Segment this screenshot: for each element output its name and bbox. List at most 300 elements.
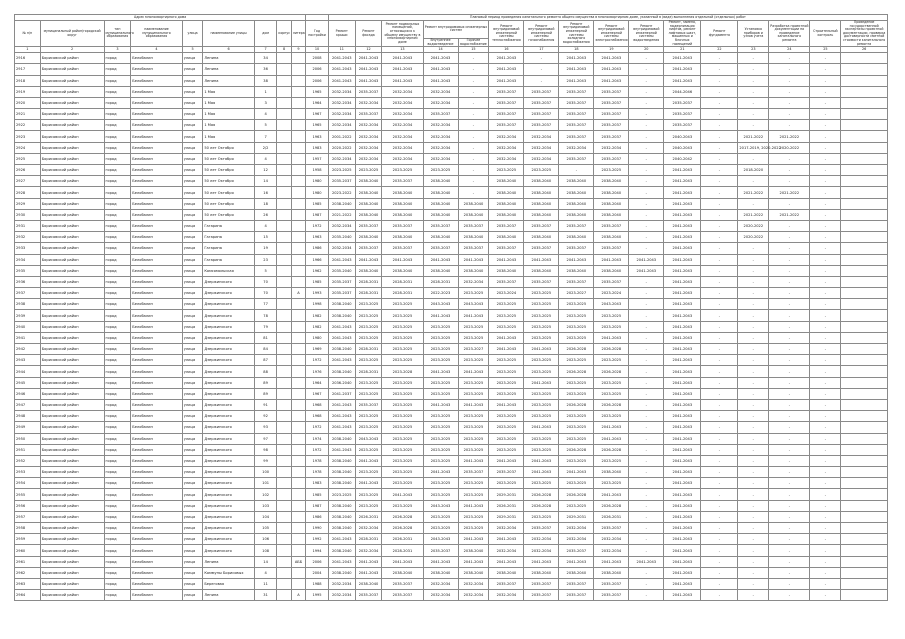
table-cell: 2032-2034 <box>524 534 559 545</box>
table-cell: 2023-2025 <box>489 433 524 444</box>
table-cell: 2041-2043 <box>664 288 701 299</box>
table-cell: 2032-2034 <box>355 131 382 142</box>
table-cell: Борисовский район <box>40 478 104 489</box>
table-cell: 2029-2031 <box>559 511 594 522</box>
table-cell: 2023-2024 <box>489 288 524 299</box>
table-cell: 2935 <box>15 265 41 276</box>
table-cell: 2041-2043 <box>382 75 423 86</box>
table-cell <box>277 75 291 86</box>
table-cell <box>291 467 305 478</box>
table-cell: 2035-2037 <box>423 545 458 556</box>
table-cell: 2946 <box>15 388 41 399</box>
table-cell: 2041-2043 <box>594 64 629 75</box>
table-cell: 2032-2034 <box>423 97 458 108</box>
table-cell: 2920 <box>15 97 41 108</box>
table-cell: - <box>738 120 769 131</box>
table-cell: 2023-2025 <box>423 165 458 176</box>
table-cell: - <box>458 176 489 187</box>
table-cell: 2035-2037 <box>559 578 594 589</box>
table-cell: - <box>769 265 810 276</box>
table-cell: 2041-2043 <box>423 399 458 410</box>
table-cell: 2032-2034 <box>524 545 559 556</box>
table-cell: 1983 <box>306 478 329 489</box>
table-cell: Борисовский район <box>40 523 104 534</box>
table-cell: - <box>810 433 841 444</box>
table-cell <box>291 198 305 209</box>
table-cell: 2023-2025 <box>524 399 559 410</box>
table-cell: 2041-2043 <box>664 209 701 220</box>
table-cell <box>277 455 291 466</box>
table-cell <box>291 53 305 64</box>
table-cell: - <box>701 299 738 310</box>
table-cell <box>277 567 291 578</box>
table-cell: - <box>458 109 489 120</box>
table-cell: 108 <box>254 545 277 556</box>
table-cell: город <box>104 142 131 153</box>
table-cell: 1 Мая <box>203 131 254 142</box>
table-cell: Дзержинского <box>203 511 254 522</box>
table-cell: Борисовский район <box>40 500 104 511</box>
table-cell: 2043-2043 <box>594 299 629 310</box>
table-cell: 2952 <box>15 455 41 466</box>
table-cell: - <box>810 176 841 187</box>
table-cell: Белобалин <box>131 590 182 601</box>
table-cell: 1957 <box>306 153 329 164</box>
table-cell: - <box>810 578 841 589</box>
table-cell <box>291 523 305 534</box>
table-row <box>15 153 888 164</box>
address-group-header: Адрес многоквартирного дома <box>15 15 306 21</box>
table-cell <box>277 64 291 75</box>
table-cell: - <box>810 254 841 265</box>
table-cell: 2038-2040 <box>559 265 594 276</box>
table-cell <box>291 377 305 388</box>
table-cell: улица <box>182 288 203 299</box>
table-cell: - <box>629 243 664 254</box>
table-cell: 2023-2025 <box>594 321 629 332</box>
table-cell: 1 Мая <box>203 97 254 108</box>
table-cell <box>841 433 888 444</box>
table-row <box>15 86 888 97</box>
table-cell: 2041-2043 <box>664 64 701 75</box>
table-cell: 2035-2037 <box>328 288 355 299</box>
table-cell: 2023-2025 <box>559 422 594 433</box>
table-cell: - <box>769 276 810 287</box>
table-cell: 2041-2043 <box>458 455 489 466</box>
table-cell: улица <box>182 355 203 366</box>
table-cell: 1965 <box>306 86 329 97</box>
table-cell: 2038-2040 <box>382 198 423 209</box>
table-cell: 2041-2043 <box>458 399 489 410</box>
table-cell: Ленина <box>203 53 254 64</box>
table-cell: 2032-2034 <box>423 131 458 142</box>
table-cell: 2041-2043 <box>328 332 355 343</box>
table-cell: - <box>458 53 489 64</box>
table-cell: 2043-2043 <box>355 433 382 444</box>
table-cell <box>277 131 291 142</box>
table-cell: 89 <box>254 377 277 388</box>
table-cell: 1988 <box>306 578 329 589</box>
table-cell: 50 лет Октября <box>203 165 254 176</box>
table-cell: 2004 <box>306 567 329 578</box>
table-cell: 1972 <box>306 422 329 433</box>
table-cell: 2023-2025 <box>559 388 594 399</box>
table-cell: город <box>104 265 131 276</box>
table-cell: АББ <box>291 556 305 567</box>
column-number: 8 <box>277 47 291 53</box>
table-cell <box>277 310 291 321</box>
table-cell: 2041-2043 <box>664 366 701 377</box>
table-cell: - <box>629 86 664 97</box>
table-cell: 2032-2034 <box>458 276 489 287</box>
table-cell: улица <box>182 478 203 489</box>
table-cell: - <box>769 590 810 601</box>
table-cell <box>277 344 291 355</box>
table-cell: 2032-2034 <box>423 590 458 601</box>
table-cell: - <box>738 444 769 455</box>
table-cell: 2038-2040 <box>382 567 423 578</box>
table-cell: 2038-2040 <box>458 198 489 209</box>
table-cell: - <box>629 500 664 511</box>
col-corpus-header: корпус <box>277 21 291 47</box>
table-cell: 2023-2025 <box>355 500 382 511</box>
table-cell: 2035-2037 <box>382 578 423 589</box>
table-cell: 2023-2025 <box>382 377 423 388</box>
table-cell: 2023-2025 <box>559 355 594 366</box>
table-cell: 2023-2025 <box>355 377 382 388</box>
table-cell: 1963 <box>306 232 329 243</box>
col-heat-header: Ремонт внутридомовой инженерной системы теплоснабжения <box>489 21 524 47</box>
table-cell: 2038-2040 <box>489 187 524 198</box>
table-cell: 2038-2040 <box>524 176 559 187</box>
table-cell: - <box>629 377 664 388</box>
col-district-header: муниципальный район/городской округ <box>40 21 104 47</box>
table-cell: - <box>810 332 841 343</box>
table-cell: 2940 <box>15 321 41 332</box>
table-cell: 2035-2037 <box>489 243 524 254</box>
table-cell: Борисовский район <box>40 64 104 75</box>
table-cell: 2041-2043 <box>664 545 701 556</box>
table-cell: 2035-2037 <box>594 131 629 142</box>
table-cell: 7 <box>254 131 277 142</box>
table-cell: Ленина <box>203 556 254 567</box>
table-cell: 2041-2043 <box>664 377 701 388</box>
table-cell: улица <box>182 567 203 578</box>
table-cell: Борисовский район <box>40 321 104 332</box>
table-cell: - <box>769 120 810 131</box>
table-cell <box>841 444 888 455</box>
table-cell: улица <box>182 455 203 466</box>
table-cell: Белобалин <box>131 153 182 164</box>
table-cell: 1980 <box>306 187 329 198</box>
table-cell: 84 <box>254 344 277 355</box>
table-cell <box>291 243 305 254</box>
table-row <box>15 411 888 422</box>
table-cell: город <box>104 220 131 231</box>
table-cell: Белобалин <box>131 388 182 399</box>
table-cell <box>841 578 888 589</box>
table-cell: Белобалин <box>131 75 182 86</box>
table-cell: 2035-2037 <box>458 467 489 478</box>
table-row <box>15 243 888 254</box>
table-cell: - <box>810 534 841 545</box>
table-cell: - <box>810 523 841 534</box>
table-cell: - <box>738 176 769 187</box>
table-cell: - <box>458 75 489 86</box>
table-cell <box>291 332 305 343</box>
table-cell: 2038-2040 <box>458 232 489 243</box>
table-cell: Белобалин <box>131 422 182 433</box>
table-cell: 1968 <box>306 399 329 410</box>
table-cell: 2022-2023 <box>423 288 458 299</box>
table-cell: город <box>104 590 131 601</box>
table-cell: Борисовский район <box>40 310 104 321</box>
table-cell: 2032-2034 <box>524 142 559 153</box>
table-cell: - <box>701 578 738 589</box>
table-cell: 2020-2022 <box>769 142 810 153</box>
table-cell: 2041-2043 <box>559 467 594 478</box>
table-cell: 2041-2043 <box>664 276 701 287</box>
table-cell <box>277 534 291 545</box>
table-cell: - <box>810 131 841 142</box>
table-cell: - <box>810 198 841 209</box>
table-cell: - <box>738 75 769 86</box>
table-row <box>15 75 888 86</box>
table-cell: 2038-2040 <box>594 198 629 209</box>
table-cell: 2035-2037 <box>559 86 594 97</box>
table-cell: 2035-2037 <box>559 590 594 601</box>
table-cell: 2041-2043 <box>458 556 489 567</box>
table-cell: 1978 <box>306 455 329 466</box>
table-cell: - <box>701 310 738 321</box>
table-cell: Борисовский район <box>40 467 104 478</box>
table-cell: 2041-2043 <box>559 75 594 86</box>
column-number: 19 <box>594 47 629 53</box>
table-cell: Борисовский район <box>40 120 104 131</box>
table-cell: 2961 <box>15 556 41 567</box>
table-cell: улица <box>182 142 203 153</box>
table-cell: - <box>701 411 738 422</box>
table-cell: 2035-2037 <box>664 109 701 120</box>
table-cell: 2023-2027 <box>559 288 594 299</box>
table-cell: 2038-2040 <box>594 567 629 578</box>
table-row <box>15 131 888 142</box>
table-cell: Борисовский район <box>40 344 104 355</box>
table-cell: 2038-2040 <box>382 187 423 198</box>
table-cell <box>841 422 888 433</box>
table-cell: - <box>629 422 664 433</box>
table-cell: 2927 <box>15 176 41 187</box>
table-cell: - <box>701 321 738 332</box>
table-cell: 2023-2025 <box>423 523 458 534</box>
table-cell: - <box>810 243 841 254</box>
table-cell: Борисовский район <box>40 567 104 578</box>
table-cell <box>291 344 305 355</box>
table-cell: 2041-2043 <box>524 254 559 265</box>
table-cell: 2023-2025 <box>355 310 382 321</box>
table-cell: 2926 <box>15 165 41 176</box>
table-cell <box>291 232 305 243</box>
table-cell <box>277 467 291 478</box>
table-cell: город <box>104 388 131 399</box>
table-cell <box>291 220 305 231</box>
table-cell <box>841 388 888 399</box>
table-cell: - <box>738 64 769 75</box>
table-cell: 2023-2025 <box>458 377 489 388</box>
table-cell: 2041-2043 <box>559 64 594 75</box>
table-cell: - <box>769 75 810 86</box>
table-cell: 2023-2025 <box>382 467 423 478</box>
table-cell: 2023-2025 <box>489 310 524 321</box>
table-cell: 2032-2034 <box>489 131 524 142</box>
table-cell: 2038-2040 <box>489 209 524 220</box>
table-cell: 2041-2043 <box>664 344 701 355</box>
table-cell <box>841 299 888 310</box>
table-cell: 2041-2043 <box>423 310 458 321</box>
table-cell: Дзержинского <box>203 444 254 455</box>
table-cell: 2043-2043 <box>423 299 458 310</box>
table-row <box>15 500 888 511</box>
table-cell: улица <box>182 64 203 75</box>
table-cell: 2032-2034 <box>524 131 559 142</box>
table-cell: 2041-2043 <box>664 455 701 466</box>
col-roof-header: Ремонт крыши <box>328 21 355 47</box>
table-cell: 2023-2025 <box>489 388 524 399</box>
table-cell: 2038-2040 <box>559 209 594 220</box>
table-cell: Борисовский район <box>40 388 104 399</box>
table-cell: город <box>104 534 131 545</box>
table-cell: Белобалин <box>131 433 182 444</box>
table-cell: 2041-2043 <box>328 399 355 410</box>
table-cell: - <box>810 344 841 355</box>
table-cell: - <box>701 131 738 142</box>
table-row <box>15 64 888 75</box>
table-cell: 2023-2025 <box>382 444 423 455</box>
table-cell: 2023-2025 <box>382 355 423 366</box>
table-cell: 1967 <box>306 388 329 399</box>
table-cell: Дзержинского <box>203 545 254 556</box>
table-cell: 2041-2043 <box>489 254 524 265</box>
table-cell: город <box>104 489 131 500</box>
table-row <box>15 176 888 187</box>
table-cell: Белобалин <box>131 534 182 545</box>
table-cell: 77 <box>254 299 277 310</box>
table-cell <box>277 511 291 522</box>
table-cell: Борисовский район <box>40 86 104 97</box>
table-cell: 2035-2040 <box>328 232 355 243</box>
table-cell <box>277 545 291 556</box>
table-cell: - <box>738 344 769 355</box>
table-cell: 2038-2040 <box>524 209 559 220</box>
table-cell: 2936 <box>15 276 41 287</box>
table-cell <box>291 187 305 198</box>
table-row <box>15 332 888 343</box>
table-cell: - <box>769 444 810 455</box>
table-cell: 2041-2043 <box>458 534 489 545</box>
table-cell: 3 <box>254 97 277 108</box>
table-cell: город <box>104 332 131 343</box>
table-cell: 2035-2037 <box>524 97 559 108</box>
table-cell <box>841 53 888 64</box>
table-cell: - <box>629 411 664 422</box>
table-cell: 2041-2043 <box>559 254 594 265</box>
table-cell: 2041-2043 <box>664 444 701 455</box>
table-cell: 2041-2043 <box>664 467 701 478</box>
table-row <box>15 299 888 310</box>
table-cell: город <box>104 478 131 489</box>
table-cell: 2959 <box>15 534 41 545</box>
table-cell: Борисовский район <box>40 355 104 366</box>
table-cell: 1998 <box>306 299 329 310</box>
table-cell: 2023-2025 <box>524 299 559 310</box>
table-cell: 2023-2025 <box>559 310 594 321</box>
table-cell: 2028-2031 <box>355 276 382 287</box>
table-cell: 2038-2040 <box>559 567 594 578</box>
table-row <box>15 556 888 567</box>
table-cell: 2041-2043 <box>664 332 701 343</box>
table-cell: Борисовский район <box>40 153 104 164</box>
table-cell: - <box>810 388 841 399</box>
table-cell: Борисовский район <box>40 232 104 243</box>
table-cell: 2035-2037 <box>559 97 594 108</box>
table-cell: 2035-2037 <box>355 399 382 410</box>
table-cell: 50 лет Октября <box>203 209 254 220</box>
table-cell: 105 <box>254 523 277 534</box>
table-cell: 2036-2040 <box>328 377 355 388</box>
table-cell: - <box>629 53 664 64</box>
table-cell: 2944 <box>15 366 41 377</box>
table-cell: 2035-2037 <box>458 243 489 254</box>
table-cell: 2043-2043 <box>458 299 489 310</box>
table-cell: - <box>810 590 841 601</box>
table-cell: 2020-2022 <box>738 220 769 231</box>
table-cell: 2041-2043 <box>458 254 489 265</box>
table-cell: 2023-2025 <box>328 489 355 500</box>
table-cell: 2041-2043 <box>664 590 701 601</box>
table-cell: город <box>104 500 131 511</box>
table-cell: город <box>104 75 131 86</box>
table-cell: - <box>769 511 810 522</box>
table-cell: 2041-2043 <box>664 265 701 276</box>
table-cell: Белобалин <box>131 489 182 500</box>
table-cell: Белобалин <box>131 198 182 209</box>
table-cell: 2035-2037 <box>594 153 629 164</box>
table-cell: город <box>104 366 131 377</box>
table-cell: Дзержинского <box>203 344 254 355</box>
table-cell <box>277 254 291 265</box>
table-cell <box>841 254 888 265</box>
table-cell: - <box>769 344 810 355</box>
table-cell <box>841 209 888 220</box>
table-cell: улица <box>182 232 203 243</box>
table-cell: - <box>769 567 810 578</box>
table-cell: 2029-2031 <box>489 511 524 522</box>
table-cell: 2038-2040 <box>382 209 423 220</box>
table-cell: Гагарина <box>203 220 254 231</box>
table-cell: Ленина <box>203 590 254 601</box>
table-cell: 5 <box>254 120 277 131</box>
table-cell: 1972 <box>306 220 329 231</box>
table-cell: 2038-2040 <box>328 455 355 466</box>
table-cell: 2032-2034 <box>524 153 559 164</box>
table-cell: 97 <box>254 433 277 444</box>
table-cell: город <box>104 131 131 142</box>
table-cell: 2937 <box>15 288 41 299</box>
table-cell: улица <box>182 534 203 545</box>
table-cell: Дзержинского <box>203 355 254 366</box>
table-cell: - <box>810 567 841 578</box>
table-cell <box>841 332 888 343</box>
